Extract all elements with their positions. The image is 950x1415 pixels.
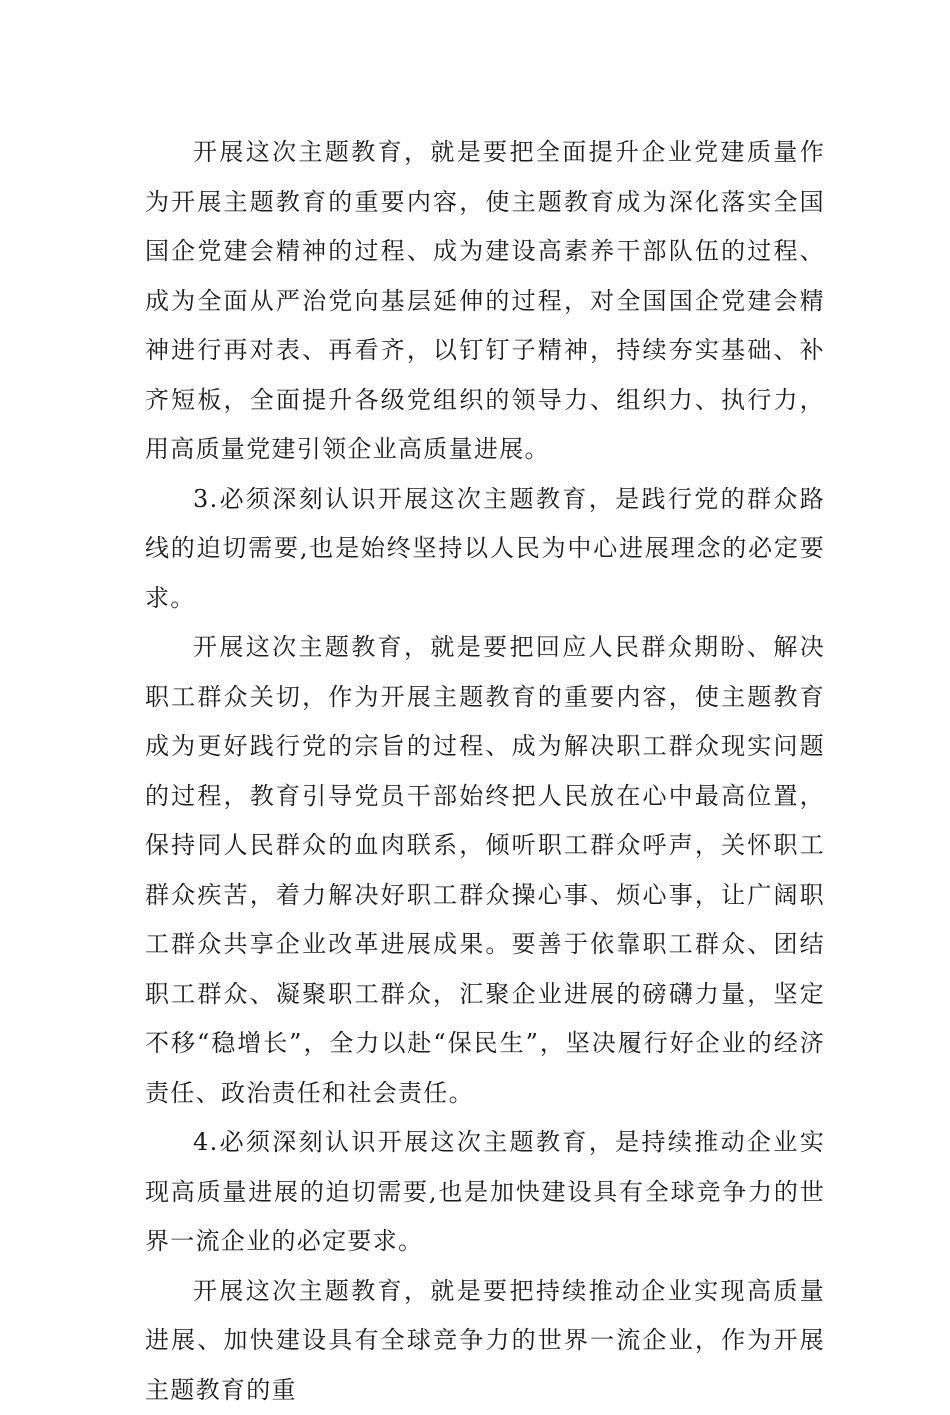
paragraph-party-building-quality: 开展这次主题教育，就是要把全面提升企业党建质量作为开展主题教育的重要内容，使主题教育成为深化落实全国国企党建会精神的过程、成为建设高素养干部队伍的过程、成为全面从严治党向基层延伸的过程，对全国国企党建会精神进行再对表、再看齐，以钉钉子精神，持续夯实基础、补齐短板，全面提升各级党组织的领导力、组织力、执行力，用高质量党建引领企业高质量进展。 [145, 128, 825, 475]
paragraph-high-quality-development: 开展这次主题教育，就是要把持续推动企业实现高质量进展、加快建设具有全球竞争力的世界一流企业，作为开展主题教育的重 [145, 1267, 825, 1415]
paragraph-mass-line: 开展这次主题教育，就是要把回应人民群众期盼、解决职工群众关切，作为开展主题教育的重要内容，使主题教育成为更好践行党的宗旨的过程、成为解决职工群众现实问题的过程，教育引导党员干部始终把人民放在心中最高位置，保持同人民群众的血肉联系，倾听职工群众呼声，关怀职工群众疾苦，着力解决好职工群众操心事、烦心事，让广阔职工群众共享企业改革进展成果。要善于依靠职工群众、团结职工群众、凝聚职工群众，汇聚企业进展的磅礴力量，坚定不移“稳增长”，全力以赴“保民生”，坚决履行好企业的经济责任、政治责任和社会责任。 [145, 623, 825, 1118]
document-body [145, 128, 825, 1415]
paragraph-heading-3: 3.必须深刻认识开展这次主题教育，是践行党的群众路线的迫切需要,也是始终坚持以人民为中心进展理念的必定要求。 [145, 475, 825, 624]
paragraph-heading-4: 4.必须深刻认识开展这次主题教育，是持续推动企业实现高质量进展的迫切需要,也是加快建设具有全球竞争力的世界一流企业的必定要求。 [145, 1118, 825, 1267]
